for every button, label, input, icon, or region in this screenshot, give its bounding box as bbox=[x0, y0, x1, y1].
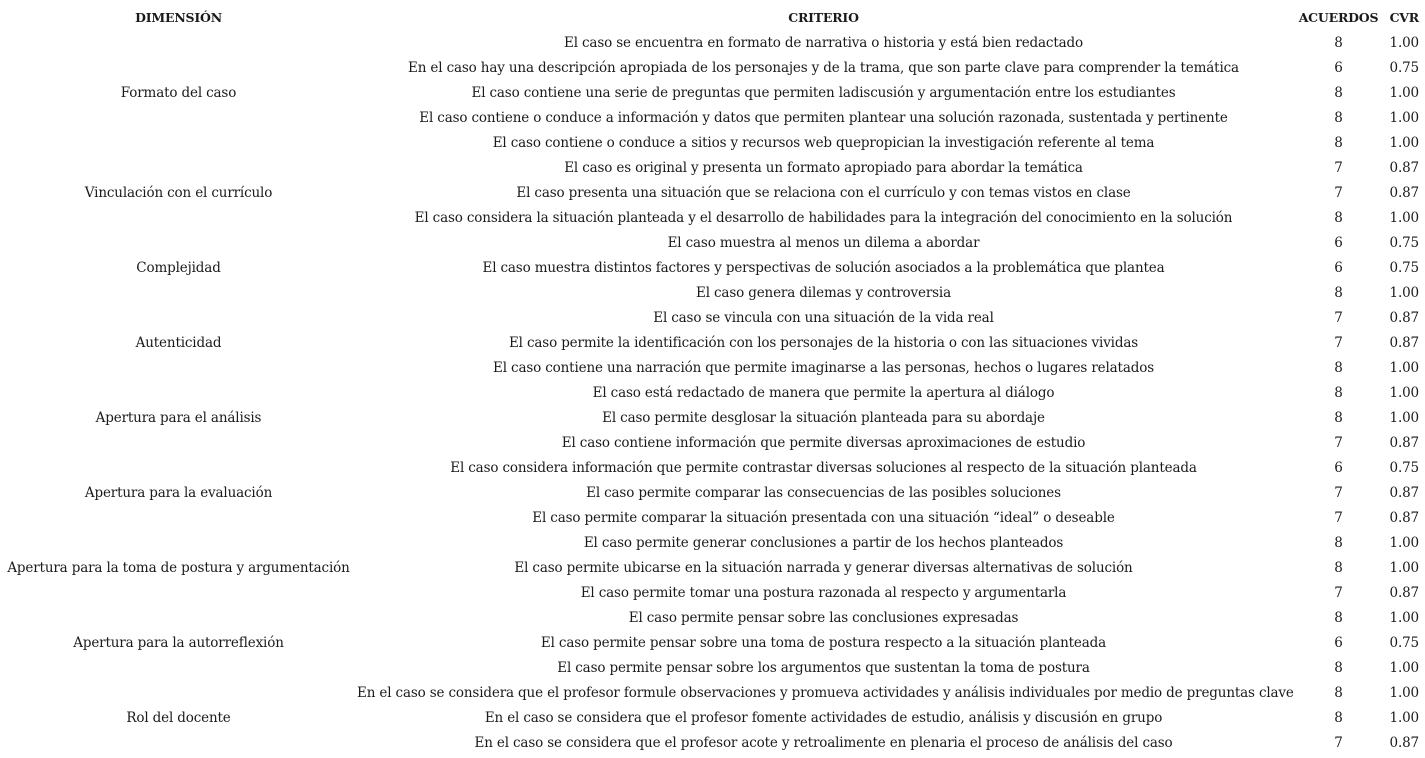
agreements-cell: 8 bbox=[1334, 409, 1343, 426]
header-row bbox=[0, 5, 1425, 30]
criterion-cell: El caso permite ubicarse en la situación narrada y generar diversas alternativas de solución bbox=[514, 559, 1133, 576]
agreements-cell: 8 bbox=[1334, 209, 1343, 226]
cvr-cell: 1.00 bbox=[1389, 84, 1419, 101]
cvr-cell: 1.00 bbox=[1389, 534, 1419, 551]
cvr-cell: 0.87 bbox=[1389, 159, 1419, 176]
table-row bbox=[0, 605, 1425, 630]
agreements-cell: 7 bbox=[1334, 309, 1343, 326]
dimension-cell: Rol del docente bbox=[126, 709, 231, 726]
criterion-cell: El caso permite comparar las consecuencias de las posibles soluciones bbox=[586, 484, 1061, 501]
dimension-cell: Autenticidad bbox=[135, 334, 222, 351]
cvr-cell: 0.87 bbox=[1389, 484, 1419, 501]
criterion-cell: El caso contiene una serie de preguntas que permiten ladiscusión y argumentación entre los estudiantes bbox=[471, 84, 1176, 101]
agreements-cell: 8 bbox=[1334, 384, 1343, 401]
agreements-cell: 8 bbox=[1334, 709, 1343, 726]
cvr-cell: 1.00 bbox=[1389, 409, 1419, 426]
table-row bbox=[0, 155, 1425, 180]
cvr-cell: 0.87 bbox=[1389, 334, 1419, 351]
table-body bbox=[0, 30, 1425, 755]
cvr-cell: 0.87 bbox=[1389, 309, 1419, 326]
agreements-cell: 6 bbox=[1334, 634, 1343, 651]
dimension-cell: Apertura para la autorreflexión bbox=[73, 634, 284, 651]
dimension-cell: Apertura para la toma de postura y argumentación bbox=[7, 559, 350, 576]
cvr-cell: 1.00 bbox=[1389, 709, 1419, 726]
cvr-cell: 1.00 bbox=[1389, 209, 1419, 226]
cvr-cell: 0.87 bbox=[1389, 434, 1419, 451]
criterion-cell: El caso considera información que permite contrastar diversas soluciones al respecto de la situación planteada bbox=[450, 459, 1197, 476]
criterion-cell: El caso es original y presenta un formato apropiado para abordar la temática bbox=[564, 159, 1083, 176]
cvr-cell: 1.00 bbox=[1389, 659, 1419, 676]
dimension-cell: Apertura para el análisis bbox=[95, 409, 262, 426]
table-row bbox=[0, 530, 1425, 555]
agreements-cell: 8 bbox=[1334, 684, 1343, 701]
agreements-cell: 8 bbox=[1334, 134, 1343, 151]
criterion-cell: El caso permite pensar sobre las conclusiones expresadas bbox=[628, 609, 1019, 626]
criterion-cell: El caso permite comparar la situación presentada con una situación “ideal” o deseable bbox=[532, 509, 1115, 526]
cvr-cell: 0.87 bbox=[1389, 734, 1419, 751]
agreements-cell: 8 bbox=[1334, 284, 1343, 301]
criterion-cell: El caso contiene información que permite diversas aproximaciones de estudio bbox=[561, 434, 1086, 451]
agreements-cell: 7 bbox=[1334, 734, 1343, 751]
agreements-cell: 8 bbox=[1334, 84, 1343, 101]
criterion-cell: El caso contiene o conduce a información y datos que permiten plantear una solución razonada, sustentada y pertinente bbox=[419, 109, 1228, 126]
agreements-cell: 7 bbox=[1334, 484, 1343, 501]
agreements-cell: 6 bbox=[1334, 259, 1343, 276]
cvr-cell: 0.87 bbox=[1389, 509, 1419, 526]
cvr-cell: 0.75 bbox=[1389, 259, 1419, 276]
cvr-cell: 1.00 bbox=[1389, 134, 1419, 151]
header-criterion: CRITERIO bbox=[788, 10, 859, 25]
agreements-cell: 6 bbox=[1334, 59, 1343, 76]
agreements-cell: 6 bbox=[1334, 459, 1343, 476]
agreements-cell: 7 bbox=[1334, 509, 1343, 526]
table-row bbox=[0, 30, 1425, 55]
criterion-cell: En el caso hay una descripción apropiada de los personajes y de la trama, que son parte clave para comprender la temática bbox=[408, 59, 1239, 76]
agreements-cell: 6 bbox=[1334, 234, 1343, 251]
header-dimension: DIMENSIÓN bbox=[135, 10, 222, 25]
table-row bbox=[0, 455, 1425, 480]
dimension-cell: Formato del caso bbox=[120, 84, 237, 101]
agreements-cell: 7 bbox=[1334, 434, 1343, 451]
criterion-cell: El caso contiene o conduce a sitios y recursos web quepropician la investigación referente al tema bbox=[492, 134, 1155, 151]
agreements-cell: 8 bbox=[1334, 359, 1343, 376]
criterion-cell: El caso se encuentra en formato de narrativa o historia y está bien redactado bbox=[564, 34, 1083, 51]
agreements-cell: 8 bbox=[1334, 109, 1343, 126]
agreements-cell: 7 bbox=[1334, 334, 1343, 351]
criterion-cell: El caso se vincula con una situación de la vida real bbox=[653, 309, 994, 326]
criterion-cell: En el caso se considera que el profesor acote y retroalimente en plenaria el proceso de análisis del caso bbox=[474, 734, 1173, 751]
criterion-cell: El caso genera dilemas y controversia bbox=[696, 284, 951, 301]
criterion-cell: El caso muestra al menos un dilema a abordar bbox=[667, 234, 980, 251]
table-row bbox=[0, 230, 1425, 255]
criterion-cell: El caso permite desglosar la situación planteada para su abordaje bbox=[602, 409, 1045, 426]
criterion-cell: El caso permite pensar sobre una toma de postura respecto a la situación planteada bbox=[540, 634, 1107, 651]
criterion-cell: El caso presenta una situación que se relaciona con el currículo y con temas vistos en clase bbox=[516, 184, 1131, 201]
criterion-cell: El caso está redactado de manera que permite la apertura al diálogo bbox=[592, 384, 1055, 401]
cvr-cell: 1.00 bbox=[1389, 684, 1419, 701]
dimension-cell: Complejidad bbox=[136, 259, 221, 276]
cvr-cell: 0.75 bbox=[1389, 634, 1419, 651]
dimension-cell: Apertura para la evaluación bbox=[84, 484, 273, 501]
criterion-cell: En el caso se considera que el profesor fomente actividades de estudio, análisis y discusión en grupo bbox=[484, 709, 1163, 726]
cvr-cell: 1.00 bbox=[1389, 359, 1419, 376]
cvr-cell: 1.00 bbox=[1389, 34, 1419, 51]
table-row bbox=[0, 305, 1425, 330]
cvr-cell: 1.00 bbox=[1389, 284, 1419, 301]
cvr-cell: 1.00 bbox=[1389, 559, 1419, 576]
validation-table bbox=[0, 5, 1425, 755]
header-agreements: ACUERDOS bbox=[1298, 10, 1379, 25]
agreements-cell: 8 bbox=[1334, 34, 1343, 51]
table-row bbox=[0, 380, 1425, 405]
criterion-cell: El caso muestra distintos factores y perspectivas de solución asociados a la problemática que plantea bbox=[482, 259, 1165, 276]
cvr-cell: 0.87 bbox=[1389, 584, 1419, 601]
cvr-cell: 0.75 bbox=[1389, 459, 1419, 476]
agreements-cell: 8 bbox=[1334, 559, 1343, 576]
criterion-cell: El caso permite tomar una postura razonada al respecto y argumentarla bbox=[580, 584, 1067, 601]
criterion-cell: El caso permite generar conclusiones a partir de los hechos planteados bbox=[583, 534, 1064, 551]
agreements-cell: 8 bbox=[1334, 659, 1343, 676]
cvr-cell: 0.87 bbox=[1389, 184, 1419, 201]
cvr-cell: 1.00 bbox=[1389, 109, 1419, 126]
agreements-cell: 7 bbox=[1334, 159, 1343, 176]
criterion-cell: En el caso se considera que el profesor formule observaciones y promueva actividades y análisis individuales por medio de preguntas clave bbox=[357, 684, 1294, 701]
criterion-cell: El caso permite pensar sobre los argumentos que sustentan la toma de postura bbox=[557, 659, 1090, 676]
agreements-cell: 7 bbox=[1334, 584, 1343, 601]
cvr-cell: 0.75 bbox=[1389, 234, 1419, 251]
cvr-cell: 1.00 bbox=[1389, 609, 1419, 626]
agreements-cell: 8 bbox=[1334, 534, 1343, 551]
cvr-cell: 1.00 bbox=[1389, 384, 1419, 401]
dimension-cell: Vinculación con el currículo bbox=[84, 184, 273, 201]
criterion-cell: El caso considera la situación planteada y el desarrollo de habilidades para la integración del conocimiento en la solución bbox=[414, 209, 1233, 226]
agreements-cell: 7 bbox=[1334, 184, 1343, 201]
agreements-cell: 8 bbox=[1334, 609, 1343, 626]
cvr-cell: 0.75 bbox=[1389, 59, 1419, 76]
header-cvr: CVR bbox=[1389, 10, 1419, 25]
criterion-cell: El caso contiene una narración que permite imaginarse a las personas, hechos o lugares relatados bbox=[493, 359, 1154, 376]
table-row bbox=[0, 680, 1425, 705]
criterion-cell: El caso permite la identificación con los personajes de la historia o con las situaciones vividas bbox=[508, 334, 1139, 351]
